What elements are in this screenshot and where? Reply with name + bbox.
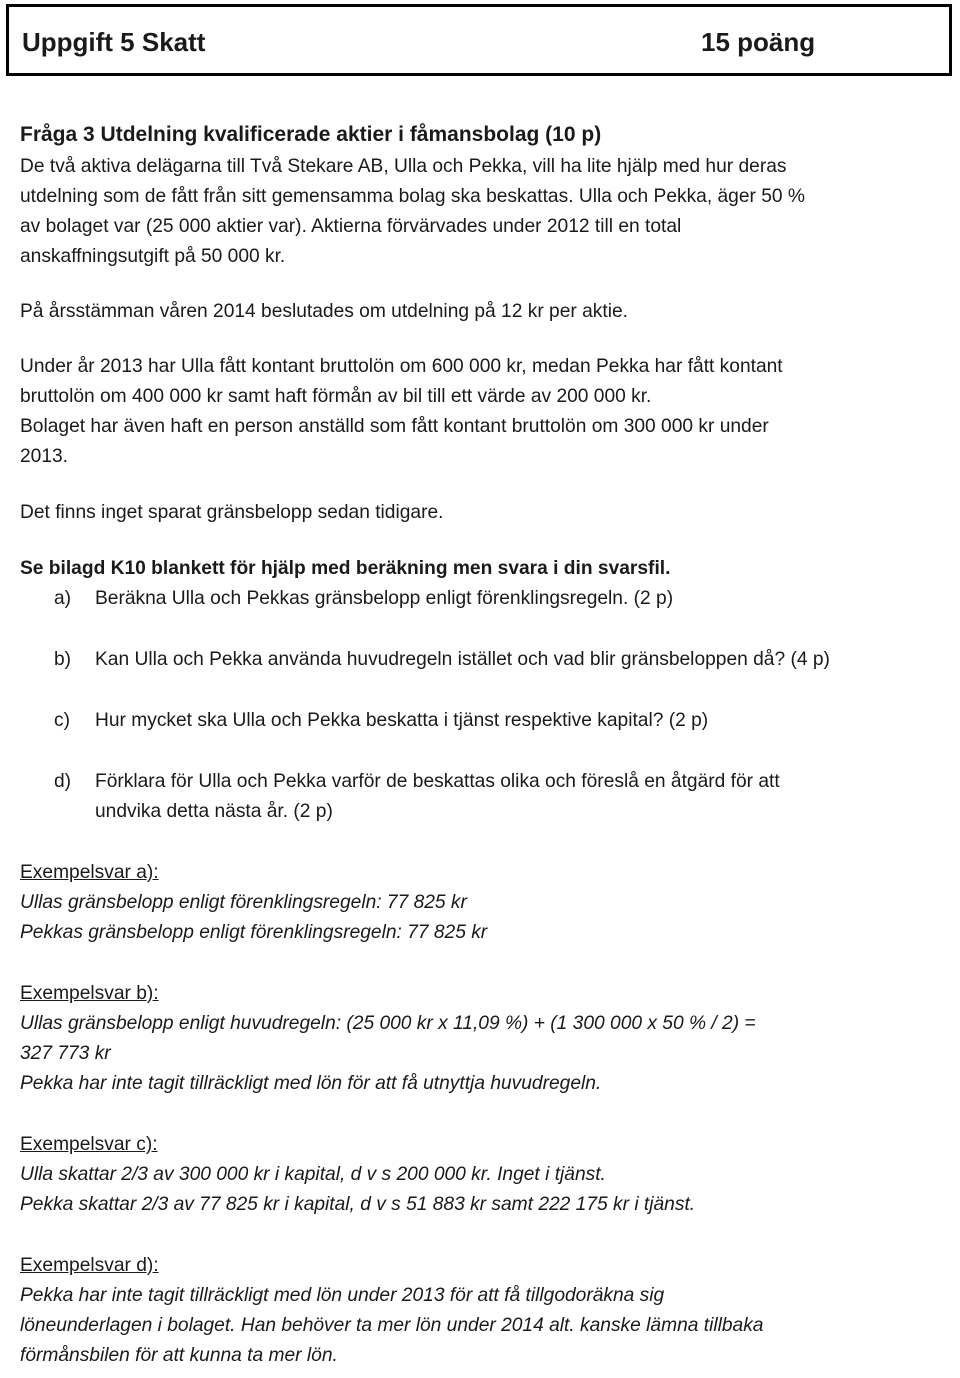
answer-line: Ulla skattar 2/3 av 300 000 kr i kapital, d v s 200 000 kr. Inget i tjänst.: [20, 1164, 606, 1185]
sub-question-a: [20, 584, 950, 614]
answer-heading: Exempelsvar c):: [20, 1134, 158, 1155]
answer-line: Pekka har inte tagit tillräckligt med lön under 2013 för att få tillgodoräkna sig: [20, 1285, 665, 1306]
answer-heading: Exempelsvar b):: [20, 983, 159, 1004]
text-line: De två aktiva delägarna till Två Stekare AB, Ulla och Pekka, vill ha lite hjälp med hur deras: [20, 156, 787, 177]
intro-paragraph: [20, 152, 950, 272]
instruction-text: Se bilagd K10 blankett för hjälp med beräkning men svara i din svarsfil.: [20, 558, 671, 579]
sub-question-letter: b): [54, 649, 72, 670]
assignment-title: Uppgift 5 Skatt: [22, 27, 206, 57]
salary-paragraph: [20, 352, 950, 472]
assignment-points: 15 poäng: [701, 27, 816, 57]
answer-heading: Exempelsvar d):: [20, 1255, 159, 1276]
answer-d: [20, 1251, 950, 1371]
text-line: 2013.: [20, 446, 69, 467]
answer-line: förmånsbilen för att kunna ta mer lön.: [20, 1345, 338, 1366]
answer-line: Ullas gränsbelopp enligt huvudregeln: (25 000 kr x 11,09 %) + (1 300 000 x 50 % / 2) =: [20, 1013, 756, 1034]
sub-question-text: undvika detta nästa år. (2 p): [95, 801, 333, 822]
sub-question-d: [20, 767, 950, 827]
saved-amount-paragraph: Det finns inget sparat gränsbelopp sedan tidigare.: [20, 502, 444, 523]
document-body: [20, 118, 950, 1371]
text-line: av bolaget var (25 000 aktier var). Aktierna förvärvades under 2012 till en total: [20, 216, 682, 237]
text-line: Bolaget har även haft en person anställd som fått kontant bruttolön om 300 000 kr under: [20, 416, 769, 437]
sub-question-text: Kan Ulla och Pekka använda huvudregeln istället och vad blir gränsbeloppen då? (4 p): [95, 649, 830, 670]
sub-question-text: Förklara för Ulla och Pekka varför de beskattas olika och föreslå en åtgärd för att: [95, 771, 780, 792]
sub-question-letter: a): [54, 588, 72, 609]
answer-heading: Exempelsvar a):: [20, 862, 159, 883]
answer-line: Pekka har inte tagit tillräckligt med lön för att få utnyttja huvudregeln.: [20, 1073, 602, 1094]
text-line: bruttolön om 400 000 kr samt haft förmån av bil till ett värde av 200 000 kr.: [20, 386, 652, 407]
answer-c: [20, 1130, 950, 1220]
answer-a: [20, 858, 950, 948]
sub-question-text: Beräkna Ulla och Pekkas gränsbelopp enligt förenklingsregeln. (2 p): [95, 588, 674, 609]
answer-line: Pekka skattar 2/3 av 77 825 kr i kapital, d v s 51 883 kr samt 222 175 kr i tjänst.: [20, 1194, 696, 1215]
sub-question-text: Hur mycket ska Ulla och Pekka beskatta i tjänst respektive kapital? (2 p): [95, 710, 709, 731]
dividend-paragraph: På årsstämman våren 2014 beslutades om utdelning på 12 kr per aktie.: [20, 301, 628, 322]
answer-line: Pekkas gränsbelopp enligt förenklingsregeln: 77 825 kr: [20, 922, 488, 943]
sub-question-c: [20, 706, 950, 736]
assignment-header: [6, 4, 952, 76]
sub-question-letter: c): [54, 710, 70, 731]
sub-question-letter: d): [54, 771, 72, 792]
text-line: anskaffningsutgift på 50 000 kr.: [20, 246, 286, 267]
answer-line: 327 773 kr: [20, 1043, 111, 1064]
sub-question-b: [20, 645, 950, 675]
question-heading: Fråga 3 Utdelning kvalificerade aktier i fåmansbolag (10 p): [20, 123, 602, 146]
answer-line: Ullas gränsbelopp enligt förenklingsregeln: 77 825 kr: [20, 892, 467, 913]
answer-b: [20, 979, 950, 1099]
answer-line: löneunderlagen i bolaget. Han behöver ta mer lön under 2014 alt. kanske lämna tillbaka: [20, 1315, 764, 1336]
text-line: utdelning som de fått från sitt gemensamma bolag ska beskattas. Ulla och Pekka, äger 50 %: [20, 186, 805, 207]
text-line: Under år 2013 har Ulla fått kontant bruttolön om 600 000 kr, medan Pekka har fått kontant: [20, 356, 783, 377]
